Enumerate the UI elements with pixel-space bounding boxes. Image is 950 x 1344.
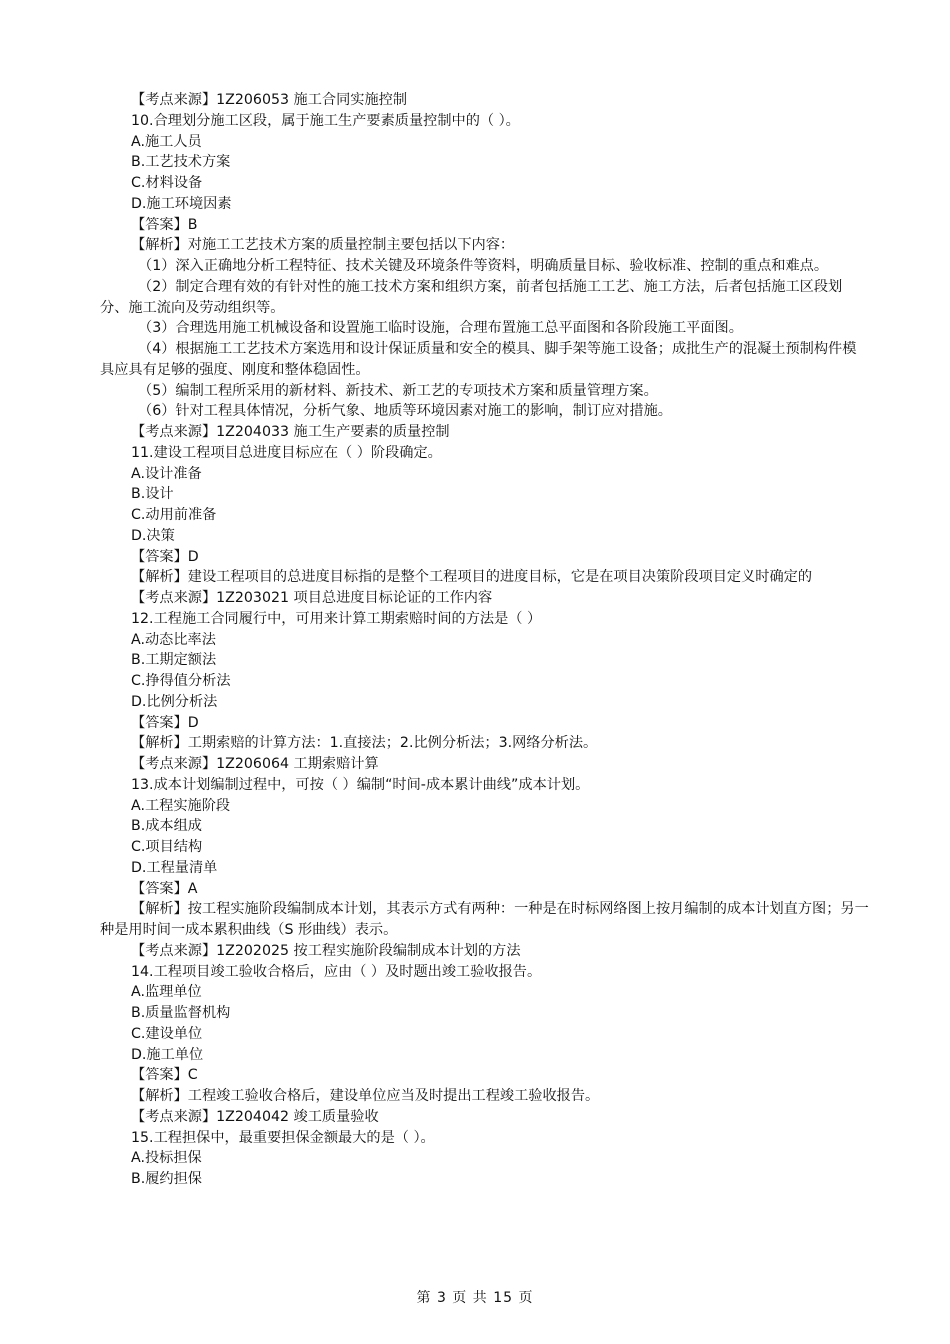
text-line: D.决策 <box>131 527 175 544</box>
text-line: D.比例分析法 <box>131 693 218 710</box>
text-line: A.投标担保 <box>131 1150 202 1167</box>
text-line: 【考点来源】1Z204042 竣工质量验收 <box>131 1108 379 1125</box>
text-line: 【考点来源】1Z206053 施工合同实施控制 <box>131 92 408 108</box>
text-line: （5）编制工程所采用的新材料、新技术、新工艺的专项技术方案和质量管理方案。 <box>138 382 658 399</box>
text-line: 【考点来源】1Z206064 工期索赔计算 <box>131 756 379 772</box>
text-line: 【答案】B <box>131 216 198 233</box>
text-line: 11.建设工程项目总进度目标应在（ ）阶段确定。 <box>131 444 442 461</box>
text-line: （6）针对工程具体情况，分析气象、地质等环境因素对施工的影响，制订应对措施。 <box>138 403 672 420</box>
text-line: B.质量监督机构 <box>131 1005 231 1021</box>
text-line: A.施工人员 <box>131 133 202 150</box>
text-line: （3）合理选用施工机械设备和设置施工临时设施，合理布置施工总平面图和各阶段施工平面图。 <box>138 320 743 337</box>
text-line: D.施工环境因素 <box>131 195 232 212</box>
text-line: A.监理单位 <box>131 984 202 1001</box>
text-line: 15.工程担保中，最重要担保金额最大的是（ ）。 <box>131 1129 435 1146</box>
page-footer: 第 3 页 共 15 页 <box>416 1290 534 1306</box>
text-line: A.设计准备 <box>131 465 202 482</box>
text-line: A.工程实施阶段 <box>131 797 231 814</box>
text-line: （4）根据施工工艺技术方案选用和设计保证质量和安全的模具、脚手架等施工设备；成批生产的混凝土预制构件模具应具有足够的强度、刚度和整体稳固性。 <box>100 341 857 378</box>
text-line: B.成本组成 <box>131 818 202 835</box>
text-line: 【答案】C <box>131 1067 198 1084</box>
text-line: 【考点来源】1Z204033 施工生产要素的质量控制 <box>131 424 450 440</box>
text-line: D.施工单位 <box>131 1046 204 1063</box>
question-text-body <box>100 90 870 1190</box>
text-line: 【解析】工期索赔的计算方法：1.直接法；2.比例分析法；3.网络分析法。 <box>131 735 598 752</box>
text-line: 10.合理划分施工区段，属于施工生产要素质量控制中的（ ）。 <box>131 112 520 129</box>
text-line: A.动态比率法 <box>131 631 216 648</box>
text-line: B.工艺技术方案 <box>131 154 231 171</box>
text-line: 【解析】按工程实施阶段编制成本计划，其表示方式有两种：一种是在时标网络图上按月编制的成本计划直方图；另一种是用时间一成本累积曲线（S 形曲线）表示。 <box>100 901 869 938</box>
text-line: C.挣得值分析法 <box>131 673 231 689</box>
text-line: 【答案】D <box>131 548 199 565</box>
text-line: 【答案】A <box>131 880 198 897</box>
text-line: 【解析】对施工工艺技术方案的质量控制主要包括以下内容： <box>131 237 515 254</box>
text-line: 【考点来源】1Z203021 项目总进度目标论证的工作内容 <box>131 590 493 606</box>
text-line: 12.工程施工合同履行中，可用来计算工期索赔时间的方法是（ ） <box>131 610 542 627</box>
text-line: C.材料设备 <box>131 175 203 191</box>
text-line: 14.工程项目竣工验收合格后，应由（ ）及时题出竣工验收报告。 <box>131 963 542 980</box>
text-line: （2）制定合理有效的有针对性的施工技术方案和组织方案，前者包括施工工艺、施工方法，后者包括施工区段划分、施工流向及劳动组织等。 <box>100 278 843 316</box>
text-line: D.工程量清单 <box>131 859 218 876</box>
text-line: 【考点来源】1Z202025 按工程实施阶段编制成本计划的方法 <box>131 942 521 959</box>
text-line: 【解析】工程竣工验收合格后，建设单位应当及时提出工程竣工验收报告。 <box>131 1088 600 1104</box>
text-line: C.建设单位 <box>131 1025 203 1042</box>
text-line: 【解析】建设工程项目的总进度目标指的是整个工程项目的进度目标，它是在项目决策阶段项目定义时确定的 <box>131 569 813 586</box>
text-line: 【答案】D <box>131 714 199 731</box>
text-line: （1）深入正确地分析工程特征、技术关键及环境条件等资料，明确质量目标、验收标准、控制的重点和难点。 <box>138 258 829 274</box>
text-line: 13.成本计划编制过程中，可按（ ）编制“时间-成本累计曲线”成本计划。 <box>131 776 590 793</box>
text-line: B.工期定额法 <box>131 652 217 669</box>
text-line: B.设计 <box>131 486 174 503</box>
text-line: C.项目结构 <box>131 839 203 855</box>
text-line: C.动用前准备 <box>131 507 217 523</box>
text-line: B.履约担保 <box>131 1171 202 1187</box>
